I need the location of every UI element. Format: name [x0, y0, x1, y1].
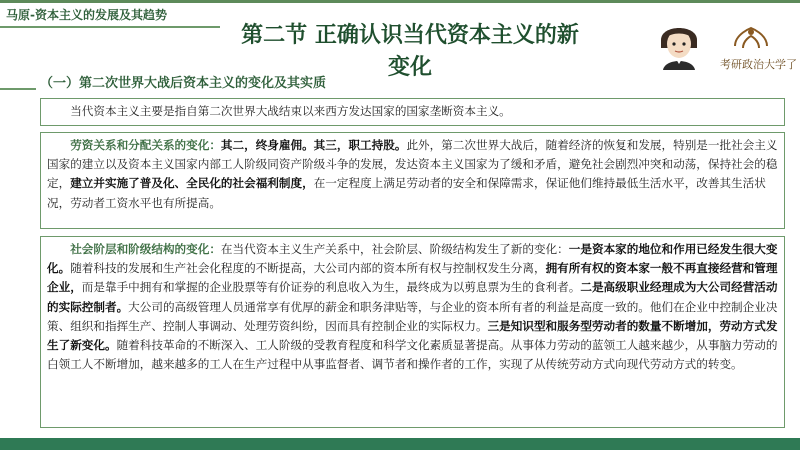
bottom-band: [0, 438, 800, 450]
slide-title-line2: 变化: [387, 55, 432, 80]
class-structure-box: [40, 236, 785, 428]
class-structure-text-1: 在当代资本主义生产关系中，社会阶层、阶级结构发生了新的变化：: [220, 242, 569, 256]
labor-relations-bold-2: 建立并实施了普及化、全民化的社会福利制度，: [70, 176, 314, 191]
labor-relations-heading: 劳资关系和分配关系的变化：: [70, 138, 221, 152]
class-structure-bold-1: 一是资本家的地位和作用已经发生很大变化。: [47, 242, 778, 276]
class-structure-text-3: 而是靠手中拥有和掌握的企业股票等有价证券的利息收入为生，最终成为以剪息票为生的食利者。: [81, 280, 581, 295]
course-tag-underline: [0, 26, 220, 28]
brand-logo-text: 考研政治大学了: [720, 58, 797, 71]
course-tag: 马原-资本主义的发展及其趋势: [6, 8, 167, 22]
section-heading: （一）第二次世界大战后资本主义的变化及其实质: [40, 76, 327, 91]
slide-title-line1: 第二节 正确认识当代资本主义的新: [241, 23, 579, 48]
class-structure-heading: 社会阶层和阶级结构的变化：: [70, 242, 221, 256]
section-accent-bar: [0, 88, 36, 90]
definition-text: 当代资本主义主要是指自第二次世界大战结束以来西方发达国家的国家垄断资本主义。: [70, 104, 511, 118]
class-structure-text-2: 随着科技的发展和生产社会化程度的不断提高，大公司内部的资本所有权与控制权发生分离，: [70, 261, 546, 276]
labor-relations-bold-1: 其二，终身雇佣。其三，职工持股。: [220, 138, 407, 152]
top-accent-line: [0, 0, 800, 3]
labor-relations-box: [40, 132, 785, 229]
class-structure-paragraph: [41, 237, 784, 377]
labor-relations-text-1: 此外，第二次世界大战后，随着经济的恢复和发展，特别是一批社会主义国家的建立以及资本主义国家内部工人阶级同资产阶级斗争的发展，发达资本主义国家为了缓和矛盾，避免社会剧烈冲突和动荡，保持社会的稳定，: [47, 138, 778, 191]
presenter-avatar-icon: [655, 18, 703, 70]
labor-relations-text-2: 在一定程度上满足劳动者的安全和保障需求，保证他们维持最低生活水平，改善其生活状况，劳动者工资水平也有所提高。: [47, 176, 766, 210]
class-structure-text-5: 随着科技革命的不断深入、工人阶级的受教育程度和科学文化素质显著提高。从事体力劳动的蓝领工人越来越少，从事脑力劳动的白领工人不断增加，越来越多的工人在生产过程中从事监督者、调节者和操作者的工作，实现了从传统劳动方式向现代劳动方式的转变。: [47, 338, 778, 372]
class-structure-bold-4: 三是知识型和服务型劳动者的数量不断增加，劳动方式发生了新变化。: [47, 318, 778, 353]
class-structure-text-4: 大公司的高级管理人员通常享有优厚的薪金和职务津贴等，与企业的资本所有者的利益是高度一致的。他们在企业中控制企业决策、组织和指挥生产、控制人事调动、处理劳资纠纷，因而具有控制企业的实际权力。: [47, 299, 778, 333]
definition-box: [40, 98, 785, 126]
class-structure-bold-3: 二是高级职业经理成为大公司经营活动的实际控制者。: [47, 280, 778, 314]
class-structure-bold-2: 拥有所有权的资本家一般不再直接经营和管理企业，: [47, 261, 778, 295]
labor-relations-paragraph: [41, 133, 784, 216]
